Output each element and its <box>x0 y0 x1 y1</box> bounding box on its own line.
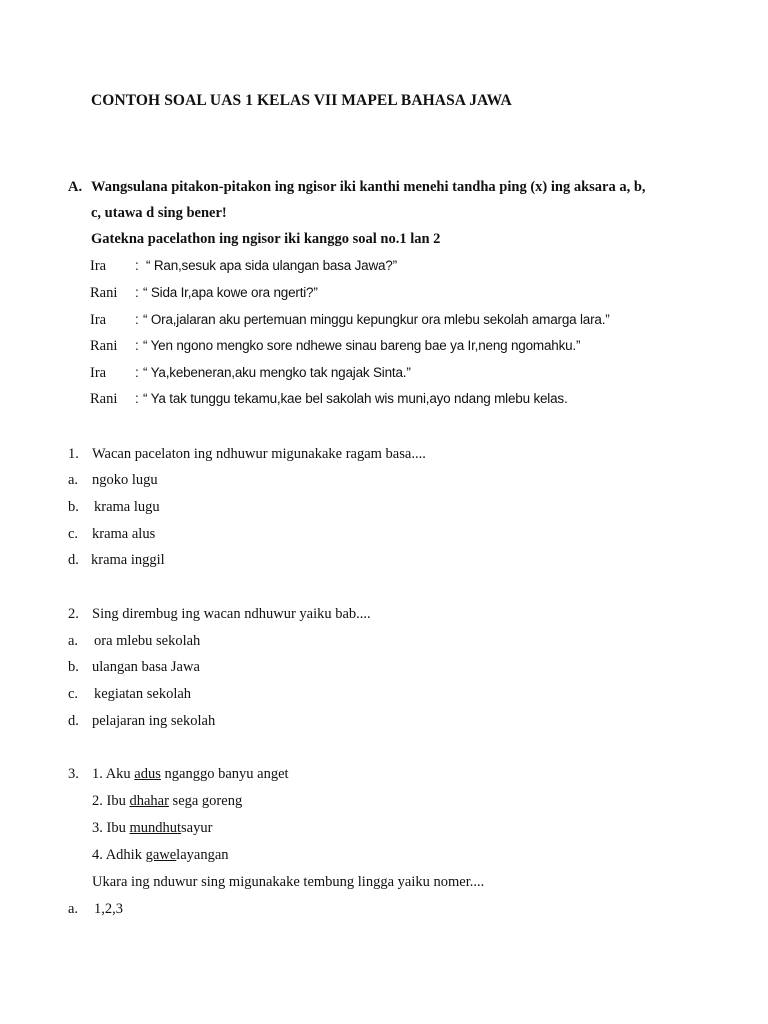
speaker-colon: : <box>135 312 139 327</box>
question-text: Wacan pacelaton ing ndhuwur migunakake ragam basa.... <box>92 446 426 462</box>
sentence-suffix: sega goreng <box>168 793 243 809</box>
speaker-colon: : <box>135 365 139 380</box>
speaker-name: Ira <box>90 312 107 328</box>
option-text: pelajaran ing sekolah <box>92 713 216 729</box>
speaker-colon: : <box>135 285 139 300</box>
sentence-item <box>92 793 242 810</box>
option-text: krama inggil <box>91 552 165 568</box>
option-letter: c. <box>68 686 79 702</box>
speaker-colon: : <box>135 338 139 353</box>
instruction-line-1: Wangsulana pitakon-pitakon ing ngisor iki kanthi menehi tandha ping (x) ing aksara a, b, <box>91 179 646 195</box>
page-title: CONTOH SOAL UAS 1 KELAS VII MAPEL BAHASA JAWA <box>91 92 512 109</box>
option-text: ngoko lugu <box>92 472 158 488</box>
sentence-suffix: layangan <box>176 847 229 863</box>
sentence-prefix: 4. Adhik <box>92 847 146 863</box>
option-text: krama alus <box>92 526 156 542</box>
speaker-name: Rani <box>90 338 118 354</box>
option-text: ulangan basa Jawa <box>92 659 200 675</box>
sentence-item <box>92 847 229 864</box>
sentence-suffix: sayur <box>181 820 213 836</box>
option-letter: a. <box>68 633 79 649</box>
sentence-item <box>92 820 212 837</box>
dialogue-text: “ Ran,sesuk apa sida ulangan basa Jawa?” <box>146 258 397 273</box>
sentence-item <box>92 766 289 783</box>
speaker-colon: : <box>135 258 139 273</box>
dialogue-note: Gatekna pacelathon ing ngisor iki kanggo soal no.1 lan 2 <box>91 231 441 247</box>
sentence-prefix: 3. Ibu <box>92 820 130 836</box>
speaker-name: Rani <box>90 391 118 407</box>
option-text: 1,2,3 <box>94 901 123 917</box>
question-text: Ukara ing nduwur sing migunakake tembung lingga yaiku nomer.... <box>92 874 485 890</box>
section-a-marker: A. <box>68 179 83 195</box>
option-letter: c. <box>68 526 79 542</box>
question-number: 3. <box>68 766 79 782</box>
option-letter: d. <box>68 713 79 729</box>
dialogue-text: “ Yen ngono mengko sore ndhewe sinau bareng bae ya Ir,neng ngomahku.” <box>143 338 581 353</box>
dialogue-text: “ Sida Ir,apa kowe ora ngerti?” <box>143 285 318 300</box>
speaker-name: Ira <box>90 365 107 381</box>
dialogue-text: “ Ya tak tunggu tekamu,kae bel sakolah wis muni,ayo ndang mlebu kelas. <box>143 391 568 406</box>
sentence-prefix: 2. Ibu <box>92 793 130 809</box>
underlined-word: dhahar <box>129 793 169 809</box>
speaker-colon: : <box>135 391 139 406</box>
speaker-name: Ira <box>90 258 107 274</box>
underlined-word: gawe <box>145 847 177 863</box>
sentence-prefix: 1. Aku <box>92 766 135 782</box>
option-text: krama lugu <box>94 499 160 515</box>
question-number: 1. <box>68 446 79 462</box>
option-letter: a. <box>68 472 79 488</box>
option-letter: d. <box>68 552 79 568</box>
option-letter: b. <box>68 659 79 675</box>
dialogue-text: “ Ya,kebeneran,aku mengko tak ngajak Sinta.” <box>143 365 411 380</box>
sentence-suffix: nganggo banyu anget <box>160 766 289 782</box>
option-text: kegiatan sekolah <box>94 686 192 702</box>
speaker-name: Rani <box>90 285 118 301</box>
question-number: 2. <box>68 606 79 622</box>
underlined-word: adus <box>134 766 161 782</box>
option-letter: b. <box>68 499 79 515</box>
instruction-line-2: c, utawa d sing bener! <box>91 205 227 221</box>
underlined-word: mundhut <box>129 820 182 836</box>
dialogue-text: “ Ora,jalaran aku pertemuan minggu kepungkur ora mlebu sekolah amarga lara.” <box>143 312 610 327</box>
option-text: ora mlebu sekolah <box>94 633 201 649</box>
option-letter: a. <box>68 901 79 917</box>
question-text: Sing dirembug ing wacan ndhuwur yaiku bab.... <box>92 606 371 622</box>
